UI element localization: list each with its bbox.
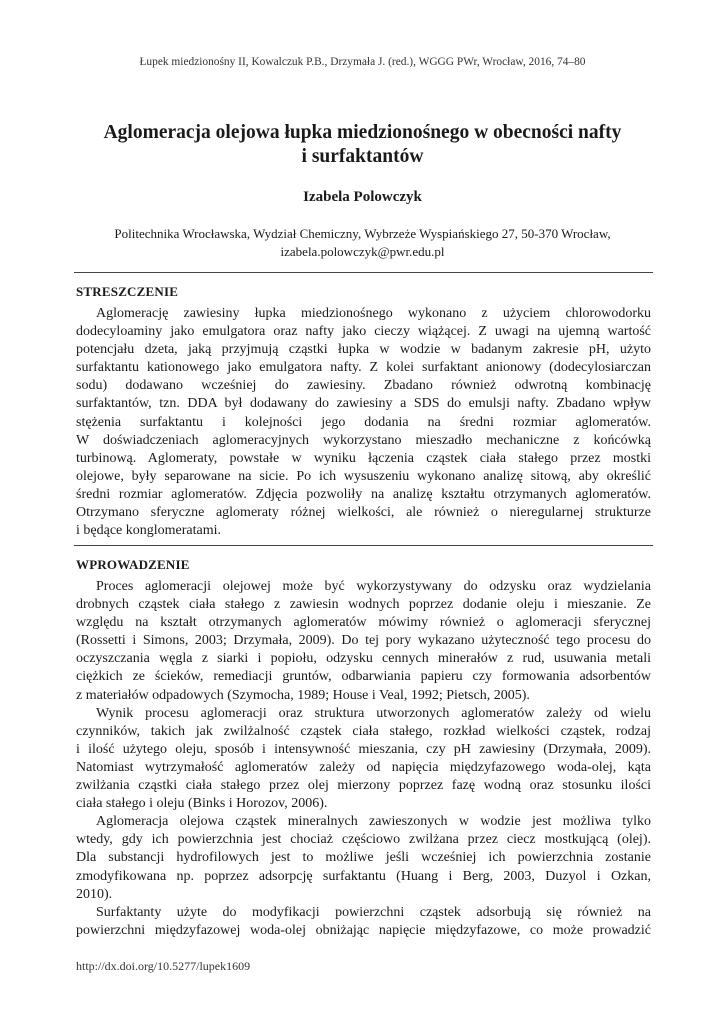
text-line: czynników, takich jak zwilżalność cząstek ciała stałego, rozkład wielkości cząstek, rodzaj (76, 723, 651, 739)
section-rule-top (74, 272, 653, 273)
intro-paragraph-1 (76, 578, 651, 705)
text-line: powierzchni międzyfazowej woda-olej obniżając napięcie międzyfazowe, co może prowadzić (76, 922, 651, 938)
intro-paragraph-4 (76, 904, 651, 940)
intro-paragraph-3 (76, 813, 651, 903)
text-line: Proces aglomeracji olejowej może być wykorzystywany do odzysku oraz wydzielania (96, 579, 651, 594)
text-line: oczyszczania węgla z siarki i popiołu, odzysku cennych minerałów z rud, usuwania metali (76, 651, 651, 667)
abstract-heading: STRESZCZENIE (76, 284, 179, 299)
text-line: stężenia surfaktantu i kolejności jego dodania na średni rozmiar aglomeratów. (76, 414, 651, 430)
title-line: Aglomeracja olejowa łupka miedzionośnego w obecności nafty (103, 122, 622, 143)
introduction-body (76, 578, 651, 940)
text-line: Aglomeracja olejowa cząstek mineralnych zawieszonych w wodzie jest możliwa tylko (96, 814, 651, 830)
doi-link[interactable]: http://dx.doi.org/10.5277/lupek1609 (76, 959, 251, 973)
text-line: Dla substancji hydrofilowych jest to możliwe jeśli wcześniej ich powierzchnia zostanie (76, 850, 651, 866)
text-line: średni rozmiar aglomeratów. Zdjęcia pozwoliły na analizę kształtu otrzymanych aglomeratów. (76, 486, 651, 502)
abstract-body (76, 305, 651, 540)
intro-paragraph-2 (76, 705, 651, 814)
text-line: i będące konglomeratami. (76, 523, 221, 539)
text-line: olejowe, były separowane na sicie. Po ich wysuszeniu wykonano analizę sitową, aby określić (76, 468, 651, 484)
text-line: ciała stałego i oleju (Binks i Horozov, 2006). (76, 796, 328, 812)
text-line: zwilżania cząstki ciała stałego przez olej mierzony poprzez fazę wodną oraz stosunku ilości (76, 778, 651, 794)
paper-title (70, 121, 655, 169)
section-rule-bottom (74, 545, 653, 546)
text-line: Surfaktanty użyte do modyfikacji powierzchni cząstek adsorbują się również na (96, 904, 651, 920)
text-line: sodu) dodawano wcześniej do zawiesiny. Zbadano również odwrotną kombinację (76, 378, 651, 394)
text-line: surfaktantów, tzn. DDA był dodawany do zawiesiny a SDS do emulsji nafty. Zbadano wpływ (76, 396, 651, 412)
text-line: względu na kształt otrzymanych aglomeratów mówimy również o aglomeracji sferycznej (76, 615, 651, 631)
text-line: dodecyloaminy jako emulgatora oraz nafty jako cieczy wiążącej. Z uwagi na ujemną wartość (76, 324, 651, 340)
text-line: Otrzymano sferyczne aglomeraty różnej wielkości, ale również o nieregularnej strukturze (76, 505, 651, 521)
text-line: W doświadczeniach aglomeracyjnych wykorzystano mieszadło mechaniczne z końcówką (76, 432, 651, 448)
text-line: Natomiast wytrzymałość aglomeratów zależy od napięcia międzyfazowego woda-olej, kąta (76, 759, 651, 775)
affiliation (60, 225, 665, 260)
author-name: Izabela Polowczyk (303, 189, 422, 205)
text-line: zmodyfikowana np. poprzez adsorpcję surfaktantu (Huang i Berg, 2003, Duzyol i Ozkan, (76, 868, 651, 884)
text-line: 2010). (76, 886, 113, 902)
text-line: drobnych cząstek ciała stałego z zawiesin wodnych poprzez dodanie oleju i mieszanie. Ze (76, 597, 651, 613)
running-head: Łupek miedzionośny II, Kowalczuk P.B., Drzymała J. (red.), WGGG PWr, Wrocław, 2016, 74–80 (139, 56, 586, 68)
introduction-heading: WPROWADZENIE (76, 557, 190, 572)
abstract-paragraph (76, 305, 651, 540)
text-line: surfaktantu kationowego jako emulgatora nafty. Z kolei surfaktant anionowy (dodecylosiarczan (76, 360, 651, 376)
text-line: turbinową. Aglomeraty, powstałe w wyniku łączenia cząstek ciała stałego przez mostki (76, 450, 651, 466)
text-line: wtedy, gdy ich powierzchnia jest chociaż częściowo zwilżana przez ciecz mostkującą (olej). (76, 832, 651, 848)
text-line: ciężkich ze ścieków, remediacji gruntów, odbarwiania papieru czy formowania adsorbentów (76, 669, 651, 685)
author-email[interactable]: izabela.polowczyk@pwr.edu.pl (280, 243, 445, 259)
text-line: Wynik procesu aglomeracji oraz struktura utworzonych aglomeratów zależy od wielu (96, 705, 651, 721)
text-line: i ilość użytego oleju, sposób i intensywność mieszania, czy pH zawiesiny (Drzymała, 2009). (76, 741, 651, 757)
text-line: potencjału dzeta, jaką przyjmują cząstki łupka w wodzie w badanym zakresie pH, użyto (76, 342, 651, 358)
title-line: i surfaktantów (301, 146, 424, 167)
text-line: Aglomerację zawiesiny łupka miedzionośnego wykonano z użyciem chlorowodorku (96, 306, 651, 321)
text-line: (Rossetti i Simons, 2003; Drzymała, 2009). Do tej pory wykazano użyteczność tego procesu do (76, 633, 651, 649)
affiliation-address: Politechnika Wrocławska, Wydział Chemiczny, Wybrzeże Wyspiańskiego 27, 50-370 Wrocław, (114, 226, 611, 241)
text-line: z materiałów odpadowych (Szymocha, 1989; House i Veal, 1992; Pietsch, 2005). (76, 687, 530, 703)
